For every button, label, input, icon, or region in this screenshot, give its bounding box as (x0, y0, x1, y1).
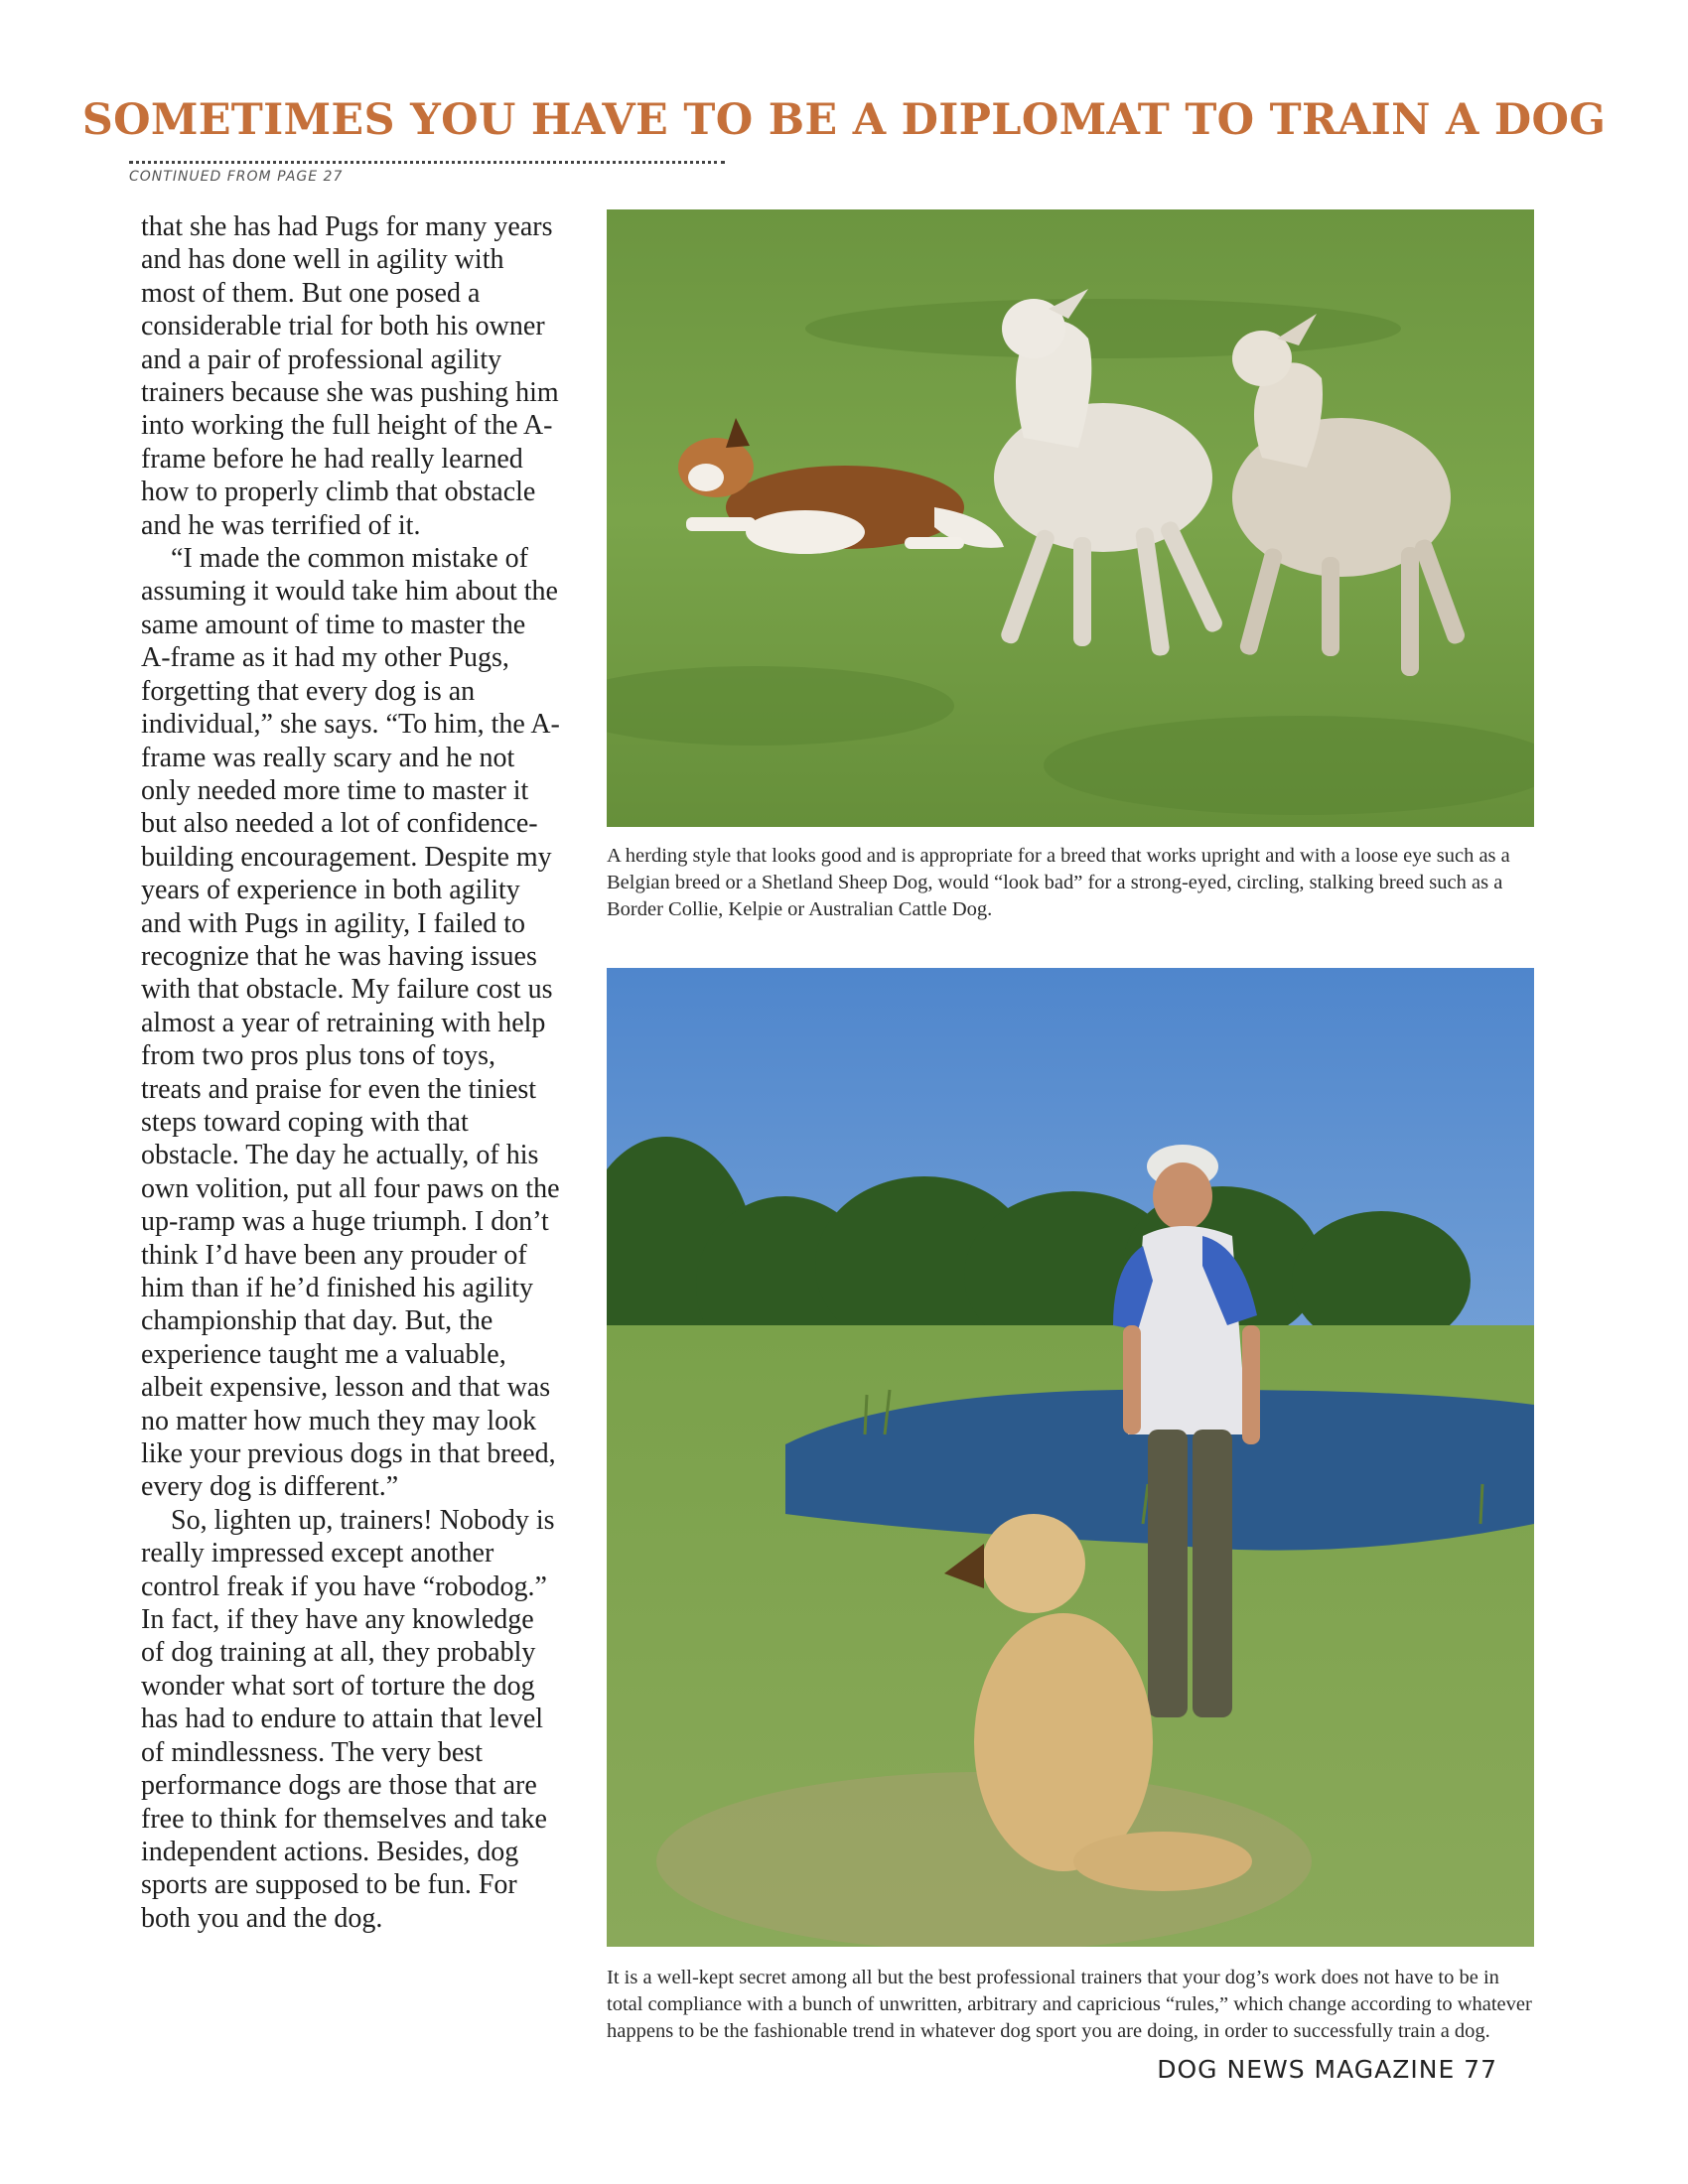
photo-caption: It is a well-kept secret among all but the best professional trainers that your dog’s work does not have to be in total compliance with a bunch of unwritten, arbitrary and capricious “rules,” which change according to whatever happens to be the fashionable trend in whatever dog sport you are doing, in order to successfully train a dog. (607, 1967, 1532, 2042)
article-paragraph: “I made the common mistake of assuming it would take him about the same amount of time to master the A-frame as it had my other Pugs, forgetting that every dog is an individual,” she says. “To him, the A-frame was really scary and he not only needed more time to master it but also needed a lot of confidence-building encouragement. Despite my years of experience in both agility and with Pugs in agility, I failed to recognize that he was having issues with that obstacle. My failure cost us almost a year of retraining with help from two pros plus tons of toys, treats and praise for even the tiniest steps toward coping with that obstacle. The day he actually, of his own volition, put all four paws on the up-ramp was a huge triumph. I don’t think I’d have been any prouder of him than if he’d finished his agility championship that day. But, the experience taught me a valuable, albeit expensive, lesson and that was no matter how much they may look like your previous dogs in that breed, every dog is different.” (141, 543, 560, 1503)
page-title: SOMETIMES YOU HAVE TO BE A DIPLOMAT TO TRAIN A DOG (81, 95, 1607, 145)
continued-from-label: CONTINUED FROM PAGE 27 (129, 169, 344, 185)
page-footer: DOG NEWS MAGAZINE 77 (1157, 2055, 1497, 2084)
dotted-divider (129, 161, 725, 164)
article-paragraph: that she has had Pugs for many years and has done well in agility with most of them. But one posed a considerable trial for both his owner and a pair of professional agility trainers because she was pushing him into working the full height of the A-frame before he had really learned how to properly climb that obstacle and he was terrified of it. (141, 211, 559, 541)
herding-sheep-photo (607, 209, 1534, 827)
man-dog-pond-photo (607, 968, 1534, 1947)
photo-caption: A herding style that looks good and is appropriate for a breed that works upright and with a loose eye such as a Belgian breed or a Shetland Sheep Dog, would “look bad” for a strong-eyed, circling, stalking breed such as a Border Collie, Kelpie or Australian Cattle Dog. (607, 845, 1510, 920)
article-body (141, 210, 560, 1935)
article-paragraph: So, lighten up, trainers! Nobody is really impressed except another control freak if you have “robodog.” In fact, if they have any knowledge of dog training at all, they probably wonder what sort of torture the dog has had to endure to attain that level of mindlessness. The very best performance dogs are those that are free to think for themselves and take independent actions. Besides, dog sports are supposed to be fun. For both you and the dog. (141, 1504, 555, 1934)
